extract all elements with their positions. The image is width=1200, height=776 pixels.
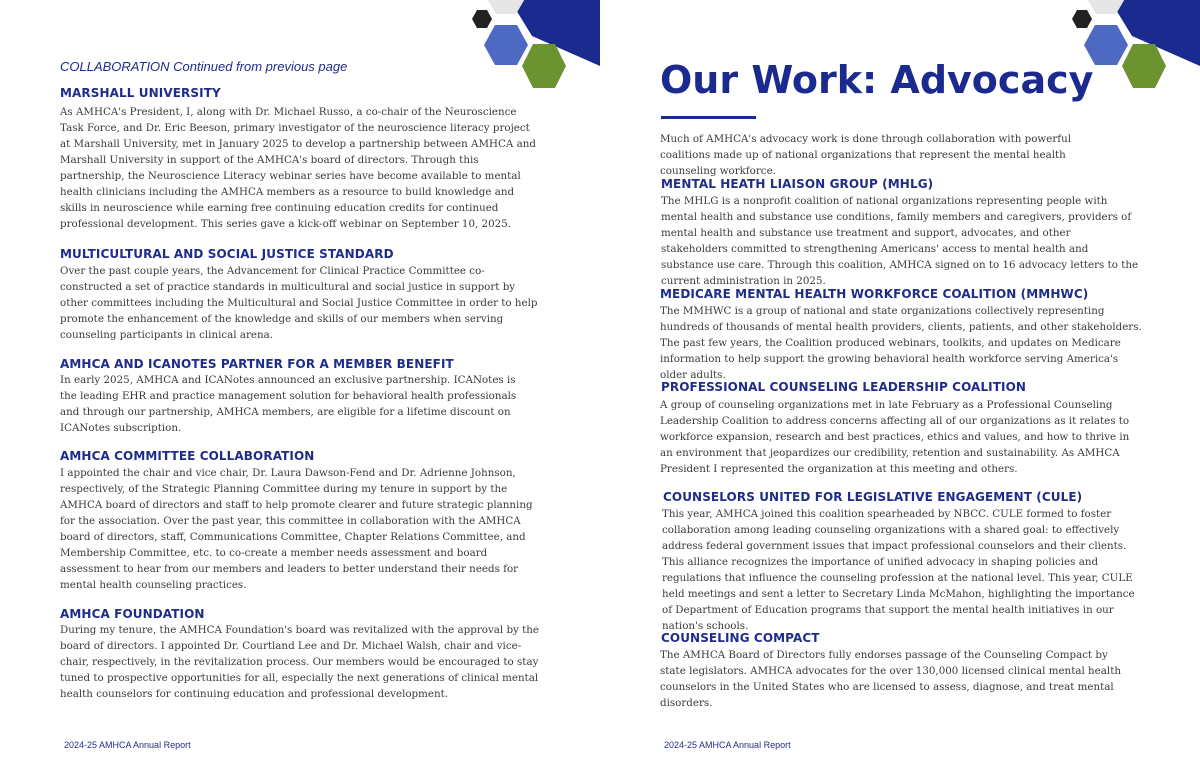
section-heading: AMHCA FOUNDATION bbox=[60, 607, 205, 621]
continued-note: COLLABORATION Continued from previous page bbox=[60, 59, 348, 74]
section-body: In early 2025, AMHCA and ICANotes announced an exclusive partnership. ICANotes is the leading EHR and practice management solution for behavioral health professionals and through our partnership, AMHCA members, are eligible for a lifetime discount on ICANotes subscription. bbox=[60, 374, 517, 434]
black-hexagon-shape bbox=[1072, 10, 1092, 28]
section-body: This year, AMHCA joined this coalition spearheaded by NBCC. CULE formed to foster collaboration among leading counseling organizations with a shared goal: to effectively address federal government issues that impact professional counselors and their clients. This alliance recognizes the importance of unified advocacy in shaping policies and regulations that influence the counseling profession at the national level. This year, CULE held meetings and sent a letter to Secretary Linda McMahon, highlighting the importance of Department of Education programs that support the mental health initiatives in our nation's schools. bbox=[662, 508, 1135, 632]
green-hexagon-shape bbox=[522, 44, 566, 88]
section-body: A group of counseling organizations met in late February as a Professional Counseling Leadership Coalition to address concerns affecting all of our organizations as it relates to workforce expansion, research and best practices, ethics and values, and how to thrive in an environment that jeopardizes our credibility, retention and sustainability. As AMHCA President I represented the organization at this meeting and others. bbox=[660, 399, 1130, 475]
green-hexagon-shape bbox=[1122, 44, 1166, 88]
section-heading: MULTICULTURAL AND SOCIAL JUSTICE STANDARD bbox=[60, 247, 394, 261]
section-body: The AMHCA Board of Directors fully endorses passage of the Counseling Compact by state legislators. AMHCA advocates for the over 130,000 licensed clinical mental health counselors in the United States who are licensed to assess, diagnose, and treat mental disorders. bbox=[660, 649, 1121, 709]
black-hexagon-shape bbox=[472, 10, 492, 28]
section-body: The MHLG is a nonprofit coalition of national organizations representing people with mental health and substance use conditions, family members and caregivers, providers of mental health and substance use treatment and support, advocates, and other stakeholders committed to strengthening Americans' access to mental health and substance use care. Through this coalition, AMHCA signed on to 16 advocacy letters to the current administration in 2025. bbox=[661, 195, 1139, 287]
section-heading: COUNSELING COMPACT bbox=[661, 631, 820, 645]
section-body: I appointed the chair and vice chair, Dr. Laura Dawson-Fend and Dr. Adrienne Johnson, respectively, of the Strategic Planning Committee during my tenure in support by the AMHCA board of directors and staff to help promote clearer and future strategic planning for the association. Over the past year, this committee in collaboration with the AMHCA board of directors, staff, Communications Committee, Chapter Relations Committee, and Membership Committee, etc. to co-create a member needs assessment and board assessment to hear from our members and leaders to better understand their needs for mental health counseling practices. bbox=[60, 467, 533, 591]
section-heading: COUNSELORS UNITED FOR LEGISLATIVE ENGAGEMENT (CULE) bbox=[663, 490, 1083, 504]
section-body: The MMHWC is a group of national and state organizations collectively representing hundreds of thousands of mental health providers, clients, patients, and other stakeholders. The past few years, the Coalition produced webinars, toolkits, and updates on Medicare information to help support the growing behavioral health workforce serving America's older adults. bbox=[660, 305, 1142, 381]
title-underline bbox=[661, 116, 756, 119]
section-heading: PROFESSIONAL COUNSELING LEADERSHIP COALITION bbox=[661, 380, 1027, 394]
blue-hexagon-shape bbox=[484, 25, 528, 65]
section-heading: MENTAL HEATH LIAISON GROUP (MHLG) bbox=[661, 177, 934, 191]
hexagon-decoration bbox=[470, 0, 600, 100]
section-body: Over the past couple years, the Advancement for Clinical Practice Committee co-constructed a set of practice standards in multicultural and social justice in support by other committees including the Multicultural and Social Justice Committee in order to help promote the enhancement of the knowledge and skills of our members when serving counseling participants in clinical arena. bbox=[60, 265, 538, 341]
section-body: During my tenure, the AMHCA Foundation's board was revitalized with the approval by the board of directors. I appointed Dr. Courtland Lee and Dr. Michael Walsh, chair and vice-chair, respectively, in the revitalization process. Our members would be encouraged to stay tuned to prospective opportunities for all, especially the next generations of clinical mental health counselors for continuing education and professional development. bbox=[60, 624, 540, 700]
section-heading: AMHCA AND ICANOTES PARTNER FOR A MEMBER BENEFIT bbox=[60, 357, 454, 371]
intro-text: Much of AMHCA's advocacy work is done through collaboration with powerful coalitions made up of national organizations that represent the mental health counseling workforce. bbox=[660, 133, 1071, 177]
section-heading: AMHCA COMMITTEE COLLABORATION bbox=[60, 449, 315, 463]
page-footer: 2024-25 AMHCA Annual Report bbox=[664, 740, 791, 750]
page-footer: 2024-25 AMHCA Annual Report bbox=[64, 740, 191, 750]
page-title: Our Work: Advocacy bbox=[660, 58, 1094, 102]
section-body: As AMHCA's President, I, along with Dr. Michael Russo, a co-chair of the Neuroscience Task Force, and Dr. Eric Beeson, primary investigator of the neuroscience literacy project at Marshall University, met in January 2025 to develop a partnership between AMHCA and Marshall University in support of the AMHCA's board of directors. Through this partnership, the Neuroscience Literacy webinar series have become available to mental health clinicians including the AMHCA members as a resource to build knowledge and skills in neuroscience while earning free continuing education credits for continued professional development. This series gave a kick-off webinar on September 10, 2025. bbox=[60, 106, 536, 230]
section-heading: MEDICARE MENTAL HEALTH WORKFORCE COALITION (MMHWC) bbox=[660, 287, 1089, 301]
section-heading: MARSHALL UNIVERSITY bbox=[60, 86, 221, 100]
